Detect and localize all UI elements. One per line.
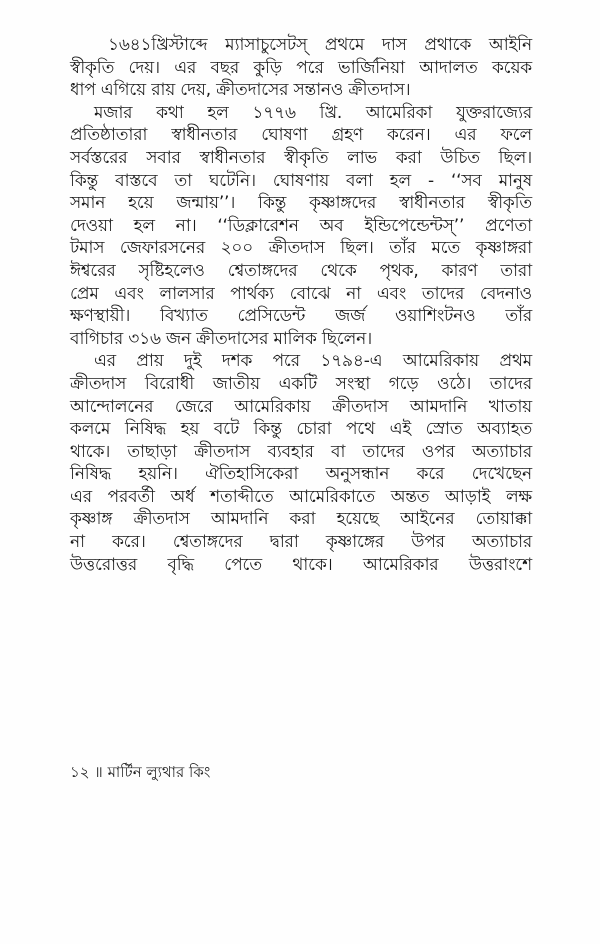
text-line: ক্ষণস্থায়ী। বিখ্যাত প্রেসিডেন্ট জর্জ ওয়াশিংটনও তাঁর: [70, 306, 532, 327]
text-line: মজার কথা হল ১৭৭৬ খ্রি. আমেরিকা যুক্তরাজ্যের: [94, 102, 532, 123]
text-line: বাগিচার ৩১৬ জন ক্রীতদাসের মালিক ছিলেন।: [70, 328, 372, 349]
paragraph-2: [70, 102, 532, 351]
text-line: টমাস জেফারসনের ২০০ ক্রীতদাস ছিল। তাঁর মতে কৃষ্ণাঙ্গরা: [70, 238, 532, 259]
text-line: কলমে নিষিদ্ধ হয় বটে কিন্তু চোরা পথে এই স্রোত অব্যাহত: [70, 419, 532, 440]
text-line: ঈশ্বরের সৃষ্টিহলেও শ্বেতাঙ্গদের থেকে পৃথক, কারণ তারা: [70, 260, 532, 281]
text-line: কৃষ্ণাঙ্গ ক্রীতদাস আমদানি করা হয়েছে আইনের তোয়াক্কা: [70, 509, 532, 530]
running-title: মার্টিন ল্যুথার কিং: [107, 763, 211, 781]
text-line: এর প্রায় দুই দশক পরে ১৭৯৪-এ আমেরিকায় প্রথম: [94, 351, 532, 372]
text-line: কিন্তু বাস্তবে তা ঘটেনি। ঘোষণায় বলা হল - ‘‘সব মানুষ: [70, 170, 532, 191]
text-line: প্রেম এবং লালসার পার্থক্য বোঝে না এবং তাদের বেদনাও: [70, 283, 532, 304]
text-line: ১৬৪১খ্রিস্টাব্দে ম্যাসাচুসেটস্ প্রথমে দাস প্রথাকে আইনি: [108, 35, 532, 55]
text-line: ধাপ এগিয়ে রায় দেয়, ক্রীতদাসের সন্তানও ক্রীতদাস।: [70, 80, 411, 101]
text-line: প্রতিষ্ঠাতারা স্বাধীনতার ঘোষণা গ্রহণ করেন। এর ফলে: [70, 125, 532, 146]
page-number: ১২: [70, 763, 90, 781]
text-line: না করে। শ্বেতাঙ্গদের দ্বারা কৃষ্ণাঙ্গের উপর অত্যাচার: [70, 532, 532, 553]
paragraph-1: [70, 34, 532, 102]
text-line: আন্দোলনের জেরে আমেরিকায় ক্রীতদাস আমদানি খাতায়: [70, 396, 532, 417]
text-line: নিষিদ্ধ হয়নি। ঐতিহাসিকেরা অনুসন্ধান করে দেখেছেন: [70, 464, 532, 485]
text-line: সর্বস্তরের সবার স্বাধীনতার স্বীকৃতি লাভ করা উচিত ছিল।: [70, 147, 532, 168]
text-line: উত্তরোত্তর বৃদ্ধি পেতে থাকে। আমেরিকার উত্তরাংশে: [70, 554, 532, 575]
text-line: সমান হয়ে জন্মায়’’। কিন্তু কৃষ্ণাঙ্গদের স্বাধীনতার স্বীকৃতি: [70, 193, 532, 214]
text-line: দেওয়া হল না। ‘‘ডিক্লারেশন অব ইন্ডিপেন্ডেন্টস্’’ প্রণেতা: [70, 215, 532, 236]
text-line: ক্রীতদাস বিরোধী জাতীয় একটি সংস্থা গড়ে ওঠে। তাদের: [70, 373, 532, 394]
text-line: এর পরবর্তী অর্ধ শতাব্দীতে আমেরিকাতে অন্তত আড়াই লক্ষ: [70, 486, 532, 507]
text-line: স্বীকৃতি দেয়। এর বছর কুড়ি পরে ভার্জিনিয়া আদালত কয়েক: [70, 57, 532, 78]
paragraph-3: [70, 350, 532, 576]
body-text: [70, 34, 532, 576]
footer-separator: ॥: [94, 763, 103, 781]
page-footer: [70, 762, 210, 782]
text-line: থাকে। তাছাড়া ক্রীতদাস ব্যবহার বা তাদের ওপর অত্যাচার: [70, 441, 532, 462]
